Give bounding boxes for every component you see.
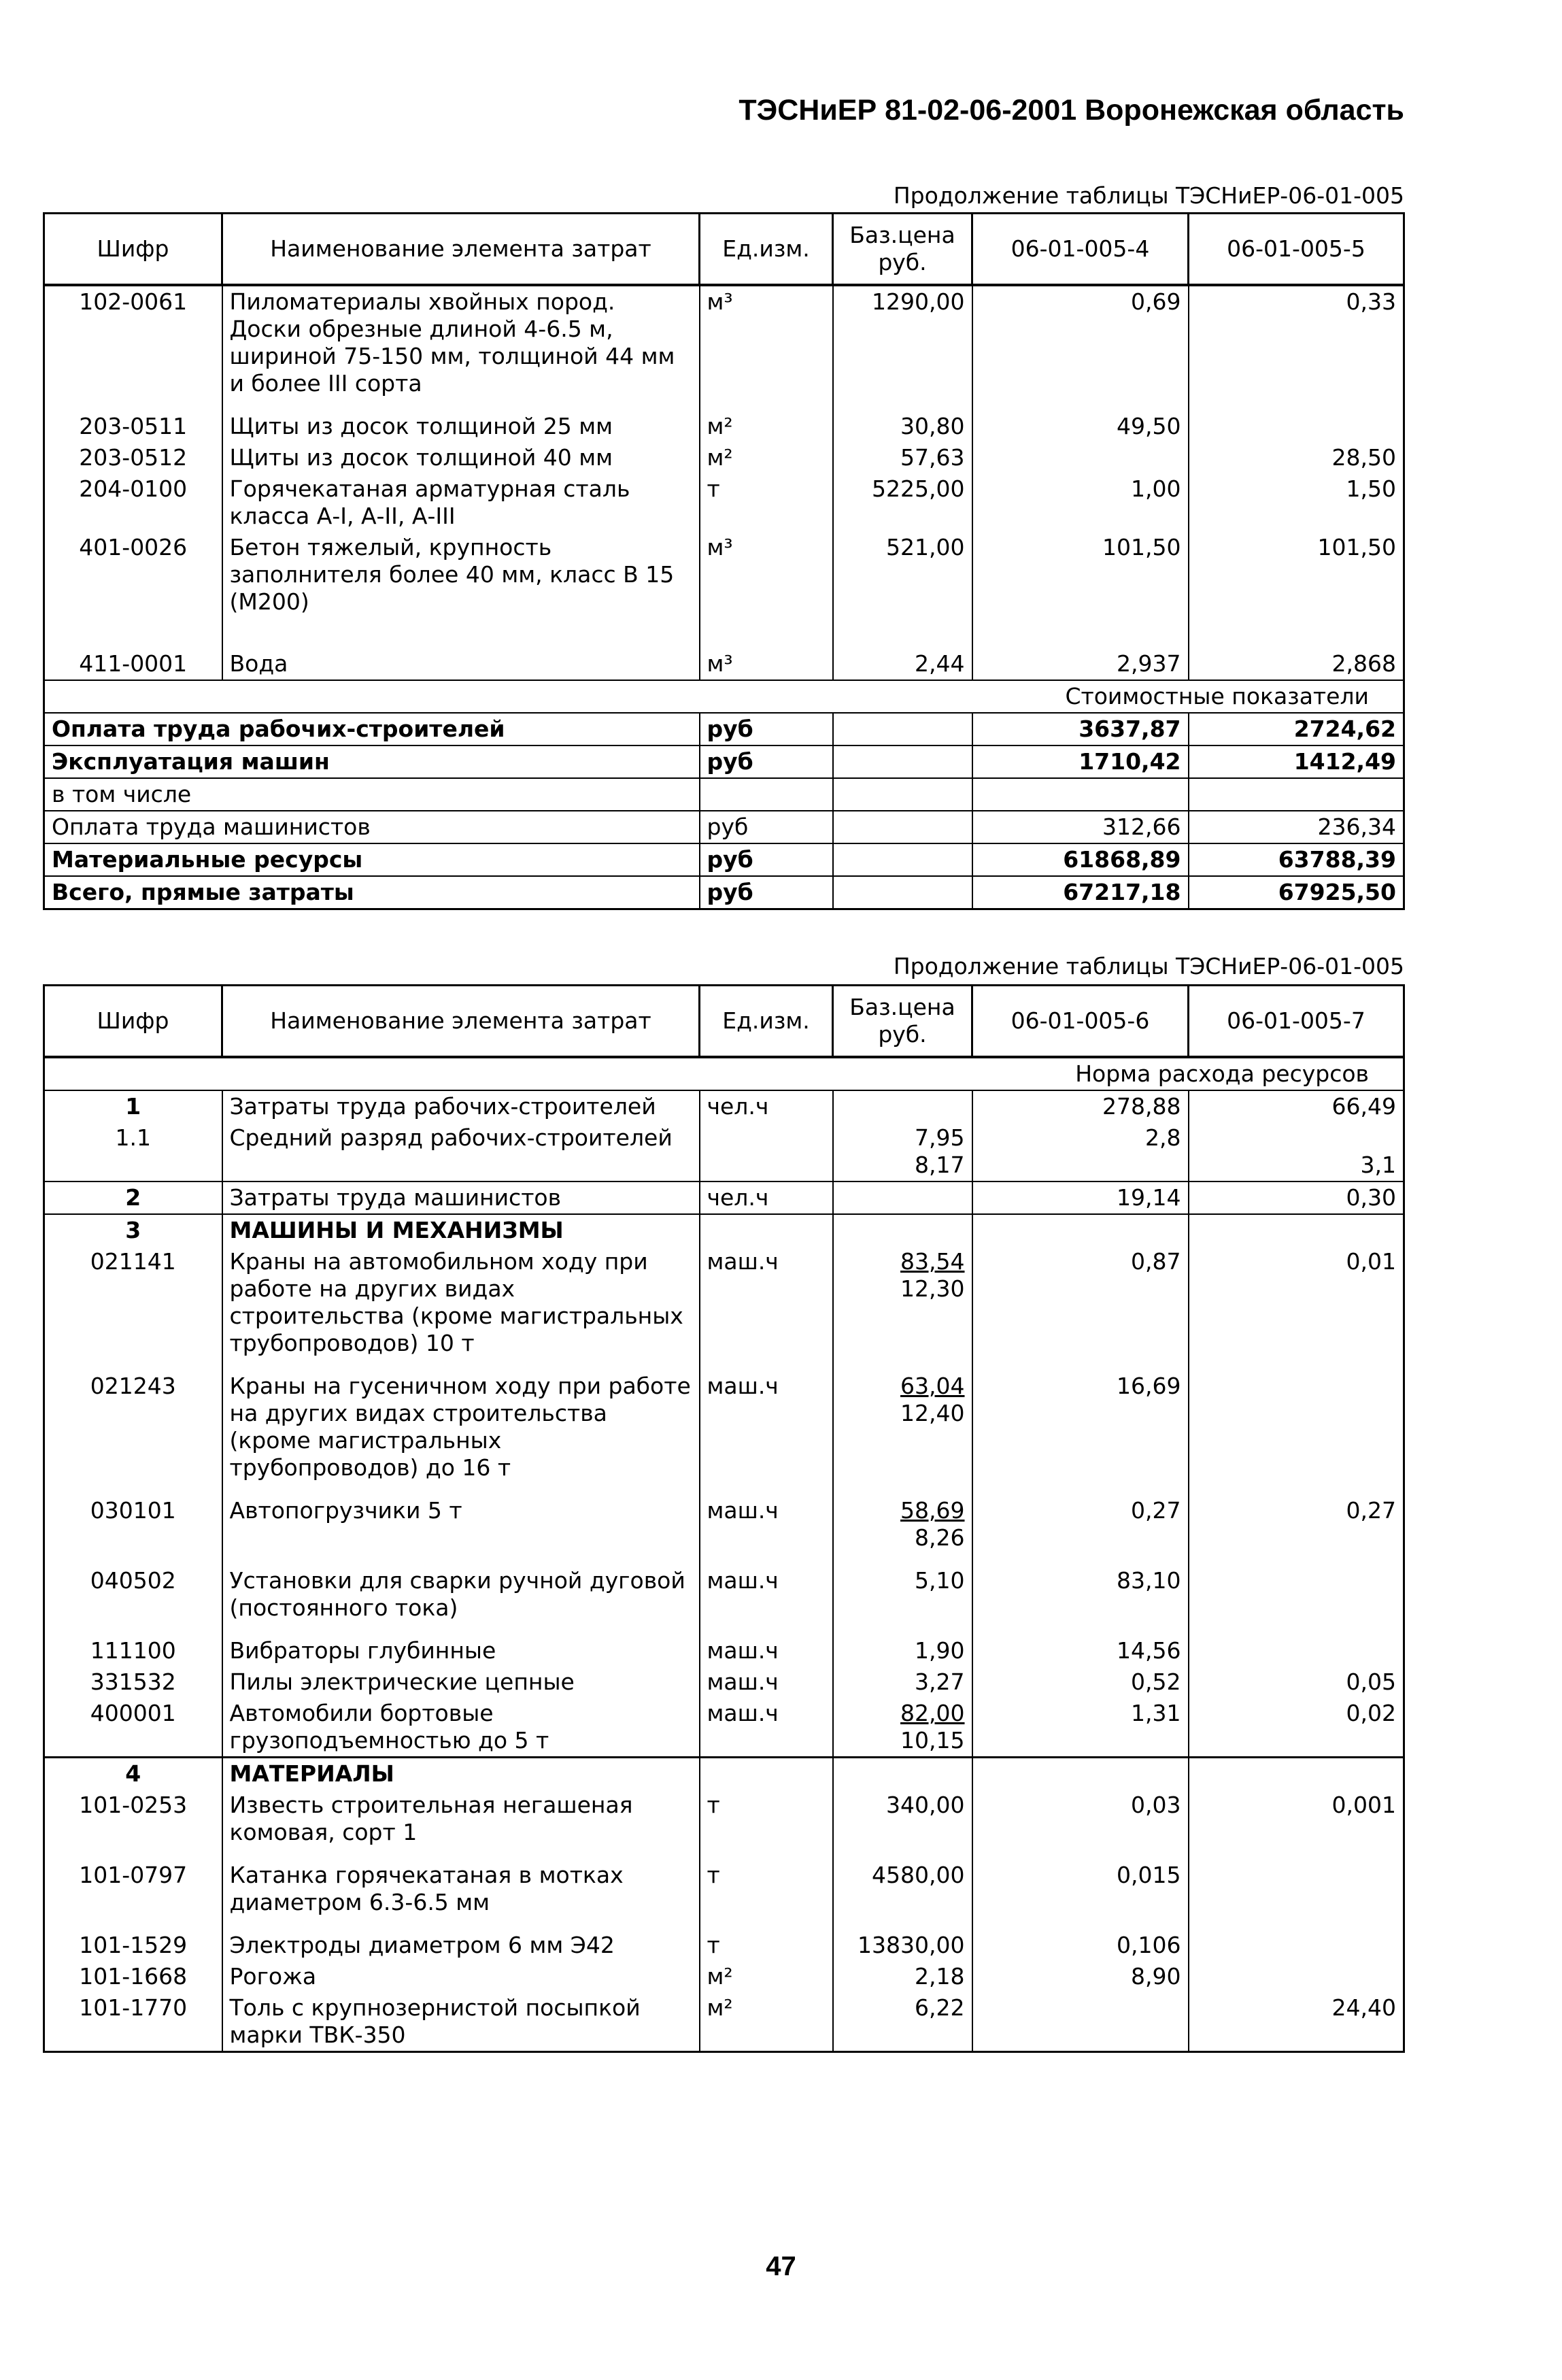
row-code: 101-1668 bbox=[44, 1961, 222, 1992]
summary-name: Оплата труда рабочих-строителей bbox=[44, 713, 700, 745]
row-price bbox=[833, 1371, 972, 1495]
summary-row bbox=[44, 843, 1404, 876]
table2 bbox=[43, 984, 1405, 2053]
summary-v1: 1710,42 bbox=[972, 745, 1189, 778]
row-v1: 278,88 bbox=[972, 1090, 1189, 1122]
row-unit: м² bbox=[700, 1961, 833, 1992]
summary-v1: 312,66 bbox=[972, 811, 1189, 843]
row-name: Щиты из досок толщиной 25 мм bbox=[222, 411, 700, 442]
row-v2 bbox=[1189, 1565, 1404, 1635]
table-row bbox=[44, 442, 1404, 473]
row-v2: 2,868 bbox=[1189, 648, 1404, 680]
price-value: 58,69 bbox=[900, 1497, 965, 1524]
band-label: Норма расхода ресурсов bbox=[44, 1057, 1404, 1090]
col-v2-header: 06-01-005-5 bbox=[1189, 214, 1404, 286]
row-code: 411-0001 bbox=[44, 648, 222, 680]
row-price bbox=[833, 1758, 972, 1790]
table-row bbox=[44, 1565, 1404, 1635]
summary-row bbox=[44, 811, 1404, 843]
row-name: Вибраторы глубинные bbox=[222, 1635, 700, 1666]
row-v1: 1,00 bbox=[972, 473, 1189, 532]
row-code: 2 bbox=[44, 1181, 222, 1214]
row-unit: т bbox=[700, 473, 833, 532]
table-row bbox=[44, 473, 1404, 532]
row-unit: т bbox=[700, 1930, 833, 1961]
summary-price bbox=[833, 876, 972, 909]
row-code: 203-0511 bbox=[44, 411, 222, 442]
row-price bbox=[833, 1122, 972, 1181]
table-row bbox=[44, 1635, 1404, 1666]
table1 bbox=[43, 212, 1405, 910]
row-unit: маш.ч bbox=[700, 1371, 833, 1495]
row-code: 203-0512 bbox=[44, 442, 222, 473]
row-v1 bbox=[972, 1758, 1189, 1790]
table-row bbox=[44, 1758, 1404, 1790]
v2-value: 3,1 bbox=[1360, 1152, 1396, 1178]
row-price bbox=[833, 1495, 972, 1565]
col-v1-header: 06-01-005-4 bbox=[972, 214, 1189, 286]
summary-v2: 67925,50 bbox=[1189, 876, 1404, 909]
table2-caption: Продолжение таблицы ТЭСНиЕР-06-01-005 bbox=[893, 953, 1404, 979]
summary-unit: руб bbox=[700, 876, 833, 909]
row-unit: маш.ч bbox=[700, 1635, 833, 1666]
table-row bbox=[44, 1122, 1404, 1181]
row-v2 bbox=[1189, 411, 1404, 442]
summary-unit: руб bbox=[700, 745, 833, 778]
summary-unit bbox=[700, 778, 833, 811]
row-name: Установки для сварки ручной дуговой (постоянного тока) bbox=[222, 1565, 700, 1635]
row-name: Бетон тяжелый, крупность заполнителя более 40 мм, класс В 15 (М200) bbox=[222, 532, 700, 648]
row-code: 101-0797 bbox=[44, 1860, 222, 1930]
row-code: 040502 bbox=[44, 1565, 222, 1635]
row-name: Автопогрузчики 5 т bbox=[222, 1495, 700, 1565]
row-v2: 0,02 bbox=[1189, 1698, 1404, 1758]
summary-name: Всего, прямые затраты bbox=[44, 876, 700, 909]
table-row bbox=[44, 285, 1404, 411]
row-name: Пилы электрические цепные bbox=[222, 1666, 700, 1698]
row-unit: маш.ч bbox=[700, 1666, 833, 1698]
row-unit: м³ bbox=[700, 532, 833, 648]
summary-unit: руб bbox=[700, 811, 833, 843]
summary-row bbox=[44, 713, 1404, 745]
table-row bbox=[44, 648, 1404, 680]
col-v2-header: 06-01-005-7 bbox=[1189, 986, 1404, 1058]
row-unit: м² bbox=[700, 1992, 833, 2052]
row-unit: маш.ч bbox=[700, 1698, 833, 1758]
table-row bbox=[44, 1961, 1404, 1992]
row-v1 bbox=[972, 1214, 1189, 1246]
row-name: Краны на автомобильном ходу при работе на других видах строительства (кроме магистральных трубопроводов) 10 т bbox=[222, 1246, 700, 1371]
row-price bbox=[833, 1698, 972, 1758]
row-v2 bbox=[1189, 1371, 1404, 1495]
table-row bbox=[44, 1181, 1404, 1214]
table-row bbox=[44, 1698, 1404, 1758]
row-v2 bbox=[1189, 1961, 1404, 1992]
summary-unit: руб bbox=[700, 713, 833, 745]
table-row bbox=[44, 411, 1404, 442]
table-row bbox=[44, 1790, 1404, 1860]
summary-price bbox=[833, 778, 972, 811]
row-v2: 66,49 bbox=[1189, 1090, 1404, 1122]
summary-row bbox=[44, 778, 1404, 811]
row-price: 4580,00 bbox=[833, 1860, 972, 1930]
row-name: Толь с крупнозернистой посыпкой марки ТВК-350 bbox=[222, 1992, 700, 2052]
table-row bbox=[44, 1666, 1404, 1698]
summary-v1: 61868,89 bbox=[972, 843, 1189, 876]
row-v1: 101,50 bbox=[972, 532, 1189, 648]
row-v1: 0,106 bbox=[972, 1930, 1189, 1961]
table-row bbox=[44, 1246, 1404, 1371]
row-v2 bbox=[1189, 1930, 1404, 1961]
summary-v1: 67217,18 bbox=[972, 876, 1189, 909]
col-code-header: Шифр bbox=[44, 214, 222, 286]
row-code: 204-0100 bbox=[44, 473, 222, 532]
row-name: МАШИНЫ И МЕХАНИЗМЫ bbox=[222, 1214, 700, 1246]
row-name: Затраты труда рабочих-строителей bbox=[222, 1090, 700, 1122]
row-v2: 0,05 bbox=[1189, 1666, 1404, 1698]
row-v1: 83,10 bbox=[972, 1565, 1189, 1635]
row-v2: 101,50 bbox=[1189, 532, 1404, 648]
row-price: 340,00 bbox=[833, 1790, 972, 1860]
summary-name: Оплата труда машинистов bbox=[44, 811, 700, 843]
row-name: Автомобили бортовые грузоподъемностью до 5 т bbox=[222, 1698, 700, 1758]
row-v1: 49,50 bbox=[972, 411, 1189, 442]
row-unit bbox=[700, 1758, 833, 1790]
row-code: 101-1529 bbox=[44, 1930, 222, 1961]
col-v1-header: 06-01-005-6 bbox=[972, 986, 1189, 1058]
table-row bbox=[44, 532, 1404, 648]
row-code: 401-0026 bbox=[44, 532, 222, 648]
summary-price bbox=[833, 811, 972, 843]
row-name: Средний разряд рабочих-строителей bbox=[222, 1122, 700, 1181]
row-name: Электроды диаметром 6 мм Э42 bbox=[222, 1930, 700, 1961]
col-unit-header: Ед.изм. bbox=[700, 986, 833, 1058]
row-v2: 1,50 bbox=[1189, 473, 1404, 532]
price-value-2: 10,15 bbox=[900, 1727, 965, 1754]
row-v2: 24,40 bbox=[1189, 1992, 1404, 2052]
row-price bbox=[833, 1181, 972, 1214]
summary-v2: 236,34 bbox=[1189, 811, 1404, 843]
row-code: 021243 bbox=[44, 1371, 222, 1495]
summary-name: в том числе bbox=[44, 778, 700, 811]
table-row bbox=[44, 1214, 1404, 1246]
row-v2: 0,27 bbox=[1189, 1495, 1404, 1565]
summary-v2: 1412,49 bbox=[1189, 745, 1404, 778]
row-price: 5,10 bbox=[833, 1565, 972, 1635]
col-price-header: Баз.цена руб. bbox=[833, 986, 972, 1058]
row-v1: 0,27 bbox=[972, 1495, 1189, 1565]
row-v1: 2,8 bbox=[972, 1122, 1189, 1181]
row-price bbox=[833, 1246, 972, 1371]
row-price: 57,63 bbox=[833, 442, 972, 473]
row-v1: 0,52 bbox=[972, 1666, 1189, 1698]
col-code-header: Шифр bbox=[44, 986, 222, 1058]
row-code: 101-1770 bbox=[44, 1992, 222, 2052]
row-price bbox=[833, 1090, 972, 1122]
row-name: Краны на гусеничном ходу при работе на других видах строительства (кроме магистральных трубопроводов) до 16 т bbox=[222, 1371, 700, 1495]
row-v1: 0,03 bbox=[972, 1790, 1189, 1860]
row-price: 3,27 bbox=[833, 1666, 972, 1698]
row-unit bbox=[700, 1122, 833, 1181]
row-code: 030101 bbox=[44, 1495, 222, 1565]
row-code: 331532 bbox=[44, 1666, 222, 1698]
row-unit: маш.ч bbox=[700, 1246, 833, 1371]
row-v1: 0,87 bbox=[972, 1246, 1189, 1371]
row-unit: чел.ч bbox=[700, 1181, 833, 1214]
row-unit bbox=[700, 1214, 833, 1246]
row-unit: т bbox=[700, 1860, 833, 1930]
row-v2 bbox=[1189, 1758, 1404, 1790]
row-unit: м² bbox=[700, 442, 833, 473]
summary-unit: руб bbox=[700, 843, 833, 876]
table-row bbox=[44, 1495, 1404, 1565]
row-unit: м² bbox=[700, 411, 833, 442]
table1-header-row bbox=[44, 214, 1404, 286]
row-name: МАТЕРИАЛЫ bbox=[222, 1758, 700, 1790]
row-name: Горячекатаная арматурная сталь класса А-I, А-II, А-III bbox=[222, 473, 700, 532]
row-v2: 0,01 bbox=[1189, 1246, 1404, 1371]
summary-price bbox=[833, 745, 972, 778]
summary-name: Материальные ресурсы bbox=[44, 843, 700, 876]
row-code: 4 bbox=[44, 1758, 222, 1790]
row-code: 3 bbox=[44, 1214, 222, 1246]
summary-v2: 2724,62 bbox=[1189, 713, 1404, 745]
row-price: 13830,00 bbox=[833, 1930, 972, 1961]
summary-price bbox=[833, 713, 972, 745]
row-name: Щиты из досок толщиной 40 мм bbox=[222, 442, 700, 473]
price-value: 63,04 bbox=[900, 1373, 965, 1399]
price-value-2: 12,30 bbox=[900, 1275, 965, 1302]
row-v2: 0,30 bbox=[1189, 1181, 1404, 1214]
row-price: 30,80 bbox=[833, 411, 972, 442]
row-code: 1.1 bbox=[44, 1122, 222, 1181]
row-price: 1,90 bbox=[833, 1635, 972, 1666]
row-name: Катанка горячекатаная в мотках диаметром 6.3-6.5 мм bbox=[222, 1860, 700, 1930]
summary-price bbox=[833, 843, 972, 876]
summary-v2 bbox=[1189, 778, 1404, 811]
row-code: 102-0061 bbox=[44, 285, 222, 411]
row-price bbox=[833, 1214, 972, 1246]
row-price: 1290,00 bbox=[833, 285, 972, 411]
table2-header-row bbox=[44, 986, 1404, 1058]
table-row bbox=[44, 1860, 1404, 1930]
col-price-header: Баз.цена руб. bbox=[833, 214, 972, 286]
row-v1: 16,69 bbox=[972, 1371, 1189, 1495]
row-unit: маш.ч bbox=[700, 1565, 833, 1635]
price-value-2: 8,26 bbox=[915, 1524, 965, 1551]
row-code: 400001 bbox=[44, 1698, 222, 1758]
price-value: 83,54 bbox=[900, 1248, 965, 1275]
row-code: 1 bbox=[44, 1090, 222, 1122]
row-price: 2,18 bbox=[833, 1961, 972, 1992]
row-name: Пиломатериалы хвойных пород. Доски обрезные длиной 4-6.5 м, шириной 75-150 мм, толщиной 44 мм и более III сорта bbox=[222, 285, 700, 411]
table-row bbox=[44, 1371, 1404, 1495]
row-v1: 2,937 bbox=[972, 648, 1189, 680]
table-row bbox=[44, 1992, 1404, 2052]
row-unit: м³ bbox=[700, 648, 833, 680]
row-name: Известь строительная негашеная комовая, сорт 1 bbox=[222, 1790, 700, 1860]
row-v2: 0,001 bbox=[1189, 1790, 1404, 1860]
row-v2 bbox=[1189, 1122, 1404, 1181]
row-v2: 0,33 bbox=[1189, 285, 1404, 411]
band-label: Стоимостные показатели bbox=[44, 680, 1404, 713]
col-unit-header: Ед.изм. bbox=[700, 214, 833, 286]
row-v1: 14,56 bbox=[972, 1635, 1189, 1666]
row-v1: 19,14 bbox=[972, 1181, 1189, 1214]
row-v2 bbox=[1189, 1860, 1404, 1930]
row-code: 101-0253 bbox=[44, 1790, 222, 1860]
row-v1 bbox=[972, 442, 1189, 473]
page-number: 47 bbox=[766, 2251, 796, 2281]
row-price: 521,00 bbox=[833, 532, 972, 648]
summary-name: Эксплуатация машин bbox=[44, 745, 700, 778]
row-v1: 8,90 bbox=[972, 1961, 1189, 1992]
row-name: Затраты труда машинистов bbox=[222, 1181, 700, 1214]
price-value-2: 12,40 bbox=[900, 1400, 965, 1426]
price-value: 82,00 bbox=[900, 1700, 965, 1726]
row-name: Рогожа bbox=[222, 1961, 700, 1992]
summary-row bbox=[44, 876, 1404, 909]
price-value-2: 8,17 bbox=[915, 1152, 965, 1178]
price-value: 7,95 bbox=[915, 1124, 965, 1151]
row-price: 6,22 bbox=[833, 1992, 972, 2052]
row-name: Вода bbox=[222, 648, 700, 680]
row-v1 bbox=[972, 1992, 1189, 2052]
row-price: 2,44 bbox=[833, 648, 972, 680]
col-name-header: Наименование элемента затрат bbox=[222, 986, 700, 1058]
table-row bbox=[44, 1930, 1404, 1961]
table1-caption: Продолжение таблицы ТЭСНиЕР-06-01-005 bbox=[893, 182, 1404, 209]
row-code: 021141 bbox=[44, 1246, 222, 1371]
section-band bbox=[44, 1057, 1404, 1090]
row-v2 bbox=[1189, 1214, 1404, 1246]
row-code: 111100 bbox=[44, 1635, 222, 1666]
row-unit: чел.ч bbox=[700, 1090, 833, 1122]
row-price: 5225,00 bbox=[833, 473, 972, 532]
row-v1: 0,69 bbox=[972, 285, 1189, 411]
summary-v1: 3637,87 bbox=[972, 713, 1189, 745]
document-header: ТЭСНиЕР 81-02-06-2001 Воронежская область bbox=[738, 94, 1404, 127]
summary-v1 bbox=[972, 778, 1189, 811]
row-v2: 28,50 bbox=[1189, 442, 1404, 473]
table-row bbox=[44, 1090, 1404, 1122]
row-unit: м³ bbox=[700, 285, 833, 411]
col-name-header: Наименование элемента затрат bbox=[222, 214, 700, 286]
row-v2 bbox=[1189, 1635, 1404, 1666]
section-band bbox=[44, 680, 1404, 713]
row-v1: 0,015 bbox=[972, 1860, 1189, 1930]
row-v1: 1,31 bbox=[972, 1698, 1189, 1758]
row-unit: маш.ч bbox=[700, 1495, 833, 1565]
summary-row bbox=[44, 745, 1404, 778]
row-unit: т bbox=[700, 1790, 833, 1860]
summary-v2: 63788,39 bbox=[1189, 843, 1404, 876]
